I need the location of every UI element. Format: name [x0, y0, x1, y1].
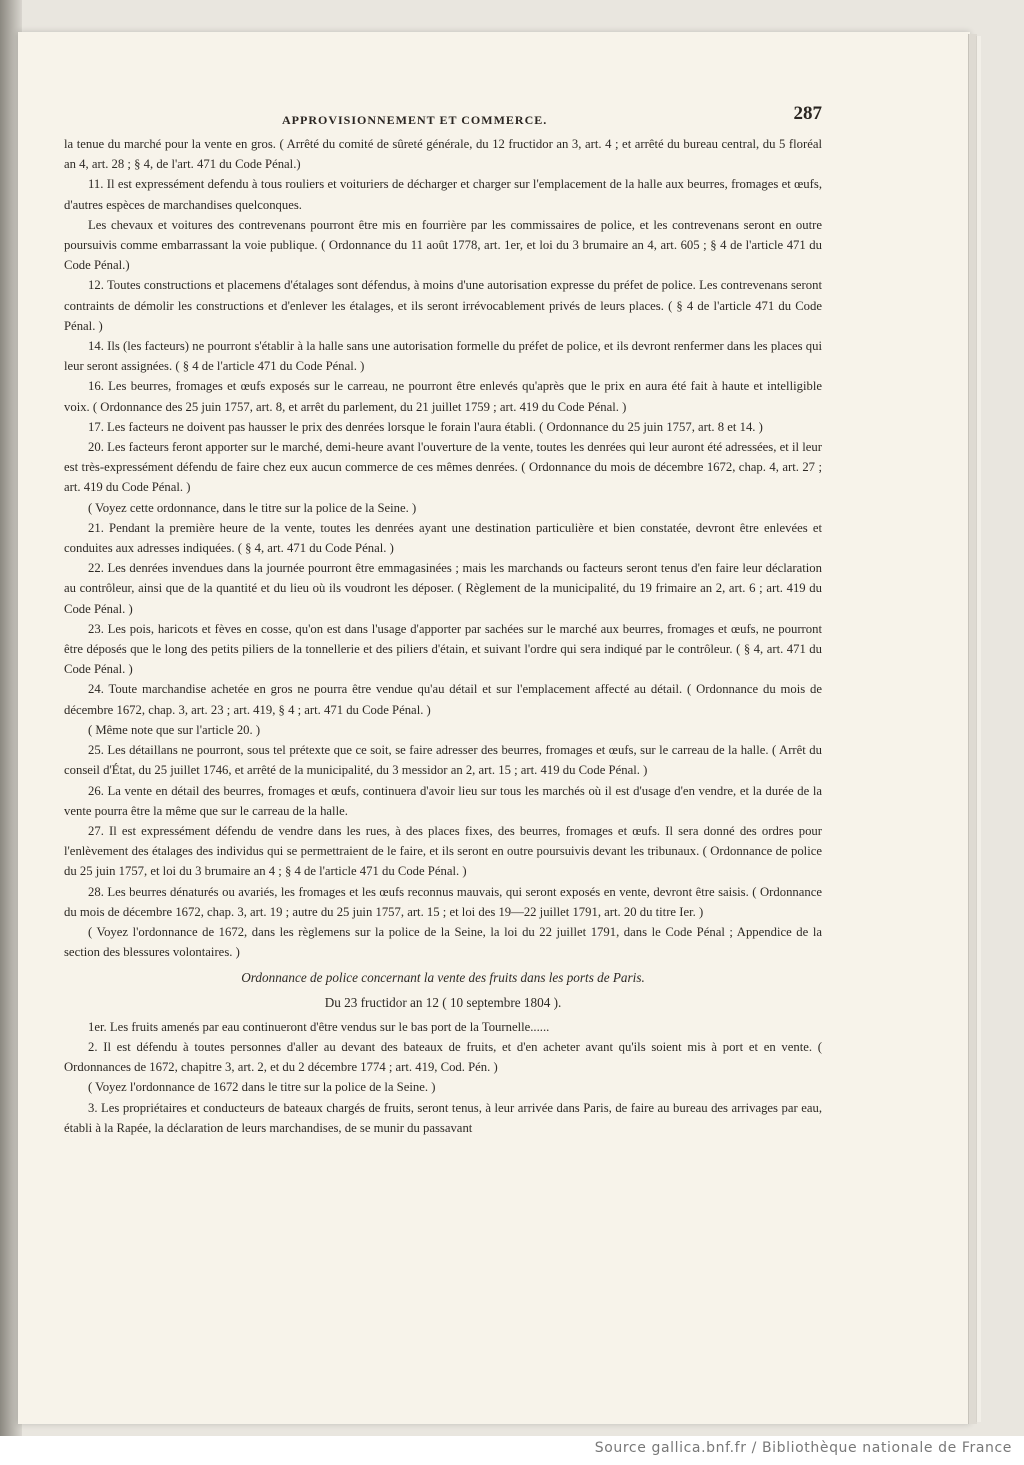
paragraph-article-20: 20. Les facteurs feront apporter sur le marché, demi-heure avant l'ouverture de la vente, toutes les denrées qui leur auront été adressées, et il leur est très-expressément défendu de faire chez eux aucun commerce de ces mêmes denrées. ( Ordonnance du mois de décembre 1672, chap. 4, art. 27 ; art. 419 du Code Pénal. ) [64, 440, 822, 495]
section-paragraph-3: 3. Les propriétaires et conducteurs de bateaux chargés de fruits, seront tenus, à leur arrivée dans Paris, de faire au bureau des arrivages par eau, établi à la Rapée, la déclaration de leurs marchandises, de se munir du passavant [64, 1100, 822, 1135]
page-edge-highlight [976, 36, 981, 1422]
paragraph-article-17: 17. Les facteurs ne doivent pas hausser le prix des denrées lorsque le forain l'aura établi. ( Ordonnance du 25 juin 1757, art. 8 et 14. ) [88, 419, 763, 434]
page-number: 287 [793, 103, 822, 124]
section-date: Du 23 fructidor an 12 ( 10 septembre 1804 ). [324, 994, 562, 1010]
paragraph-article-14: 14. Ils (les facteurs) ne pourront s'établir à la halle sans une autorisation formelle du préfet de police, et ils devront renfermer dans les places qui leur seront assignées. ( § 4 de l'article 471 du Code Pénal. ) [64, 339, 822, 374]
paragraph-article-28: 28. Les beurres dénaturés ou avariés, les fromages et les œufs reconnus mauvais, qui seront exposés en vente, devront être saisis. ( Ordonnance du mois de décembre 1672, chap. 3, art. 19 ; autre du 25 juin 1757, art. 15 ; et loi des 19—22 juillet 1791, art. 20 du titre Ier. ) [64, 884, 822, 919]
paragraph-article-16: 16. Les beurres, fromages et œufs exposés sur le carreau, ne pourront être enlevés qu'après que le prix en aura été fait à haute et intelligible voix. ( Ordonnance des 25 juin 1757, art. 8, et arrêt du parlement, du 21 juillet 1759 ; art. 419 du Code Pénal. ) [64, 379, 822, 414]
paragraph-0: la tenue du marché pour la vente en gros. ( Arrêté du comité de sûreté générale, du 12 fructidor an 3, art. 4 ; et arrêté du bureau central, du 5 floréal an 4, art. 28 ; § 4, de l'art. 471 du Code Pénal.) [64, 137, 822, 172]
paragraph-article-25: 25. Les détaillans ne pourront, sous tel prétexte que ce soit, se faire adresser des beurres, fromages et œufs, sur le carreau de la halle. ( Arrêt du conseil d'État, du 25 juillet 1746, et arrêté de la municipalité, du 3 messidor an 2, art. 15 ; art. 419 du Code Pénal. ) [64, 743, 822, 778]
paragraph-article-12: 12. Toutes constructions et placemens d'étalages sont défendus, à moins d'une autorisation expresse du préfet de police. Les contrevenans seront contraints de démolir les constructions et d'enlever les étalages, et ils seront irrévocablement privés de leurs places. ( § 4 de l'article 471 du Code Pénal. ) [64, 278, 822, 333]
page-content [64, 103, 822, 1138]
paragraph-article-22: 22. Les denrées invendues dans la journée pourront être emmagasinées ; mais les marchands ou facteurs seront tenus d'en faire leur déclaration au contrôleur, ainsi que de la quantité et du lieu où ils voudront les déposer. ( Règlement de la municipalité, du 19 frimaire an 2, art. 6 ; art. 419 du Code Pénal. ) [64, 561, 822, 616]
paragraph-article-21: 21. Pendant la première heure de la vente, toutes les denrées ayant une destination particulière et bien constatée, devront être enlevées et conduites aux adresses indiquées. ( § 4, art. 471 du Code Pénal. ) [64, 520, 822, 556]
page-header [64, 103, 822, 134]
source-footer: Source gallica.bnf.fr / Bibliothèque nationale de France [594, 1440, 1012, 1456]
paragraph-note-28: ( Voyez l'ordonnance de 1672, dans les règlemens sur la police de la Seine, la loi du 22 juillet 1791, dans le Code Pénal ; Appendice de la section des blessures volontaires. ) [64, 924, 822, 960]
paragraph-article-24: 24. Toute marchandise achetée en gros ne pourra être vendue qu'au détail et sur l'emplacement affecté au détail. ( Ordonnance du mois de décembre 1672, chap. 3, art. 23 ; art. 419, § 4 ; art. 471 du Code Pénal. ) [64, 682, 822, 717]
section-paragraph-1: 1er. Les fruits amenés par eau continueront d'être vendus sur le bas port de la Tournelle...... [88, 1019, 550, 1034]
section-paragraph-note: ( Voyez l'ordonnance de 1672 dans le titre sur la police de la Seine. ) [88, 1080, 436, 1095]
paragraph-article-27: 27. Il est expressément défendu de vendre dans les rues, à des places fixes, des beurres, fromages et œufs. Il sera donné des ordres pour l'enlèvement des étalages des individus qui se permettraient de le faire, et ils seront en outre poursuivis devant les tribunaux. ( Ordonnance de police du 25 juin 1757, et loi du 3 brumaire an 4 ; § 4 de l'article 471 du Code Pénal. ) [64, 823, 822, 879]
section-title: Ordonnance de police concernant la vente des fruits dans les ports de Paris. [241, 970, 645, 986]
paragraph-horses-vehicles: Les chevaux et voitures des contrevenans pourront être mis en fourrière par les commissaires de police, et les contrevenans seront en outre poursuivis comme embarrassant la voie publique. ( Ordonnance du 11 août 1778, art. 1er, et loi du 3 brumaire an 4, art. 605 ; § 4 de l'article 471 du Code Pénal.) [64, 217, 822, 273]
paragraph-article-11: 11. Il est expressément defendu à tous rouliers et voituriers de décharger et charger sur l'emplacement de la halle aux beurres, fromages et œufs, d'autres espèces de marchandises quelconques. [64, 177, 822, 212]
section-paragraph-2: 2. Il est défendu à toutes personnes d'aller au devant des bateaux de fruits, et d'en acheter avant qu'ils soient mis à port et en vente. ( Ordonnances de 1672, chapitre 3, art. 2, et du 2 décembre 1774 ; art. 419, Cod. Pén. ) [64, 1039, 822, 1075]
paragraph-note-24: ( Même note que sur l'article 20. ) [88, 722, 261, 737]
paragraph-article-26: 26. La vente en détail des beurres, fromages et œufs, continuera d'avoir lieu sur tous les marchés où il est d'usage d'en vendre, et la durée de la vente pourra être la même que sur le carreau de la halle. [64, 783, 822, 818]
paragraph-note-20: ( Voyez cette ordonnance, dans le titre sur la police de la Seine. ) [88, 500, 417, 515]
running-title: APPROVISIONNEMENT ET COMMERCE. [282, 113, 548, 127]
paragraph-article-23: 23. Les pois, haricots et fèves en cosse, qu'on est dans l'usage d'apporter par sachées sur le marché aux beurres, fromages et œufs, ne pourront être déposés que le long des petits piliers de la tonnellerie et des piliers d'étain, et suivant l'ordre qui sera indiqué par le contrôleur. ( § 4, art. 471 du Code Pénal. ) [64, 621, 822, 677]
